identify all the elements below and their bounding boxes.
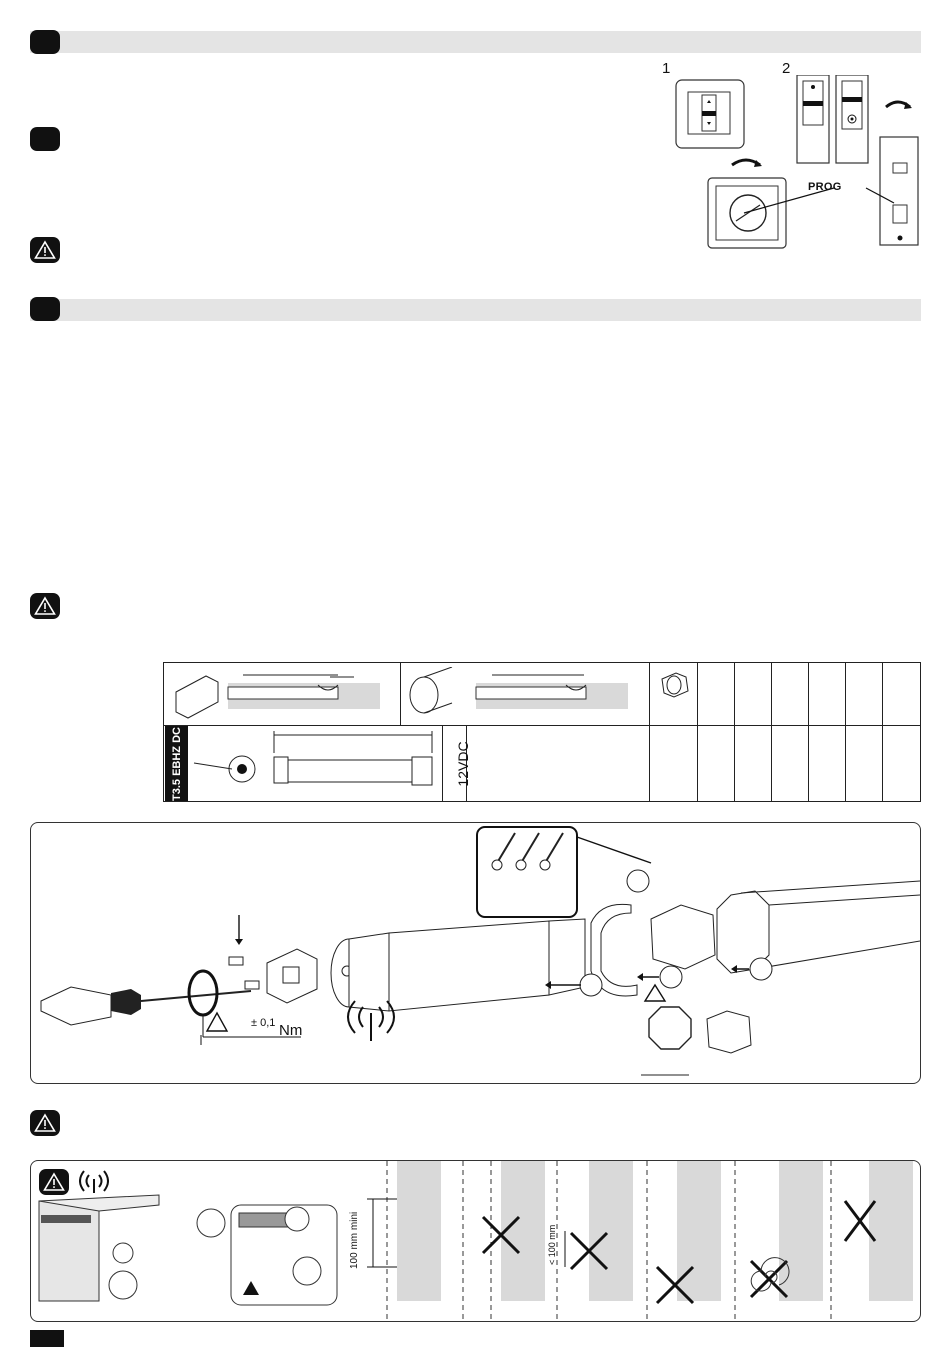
- section-header-bar-3: [30, 299, 921, 321]
- warning-badge-1: [30, 237, 60, 263]
- warning-triangle-icon: [34, 1113, 56, 1133]
- table-divider: [697, 663, 698, 801]
- figure-label-2: 2: [782, 60, 791, 77]
- octagonal-tube-drawing: [168, 667, 396, 721]
- warning-triangle-icon: [34, 240, 56, 260]
- adapter-ring-icon: [658, 669, 692, 699]
- installation-drawings: [31, 1161, 920, 1321]
- figure-label-1: 1: [662, 60, 671, 77]
- table-divider: [845, 663, 846, 801]
- section-header-bar-1: [30, 31, 921, 53]
- section-number-pill-1: [30, 30, 60, 54]
- prog-label: PROG: [808, 181, 842, 193]
- dimension-mini-label: 100 mm mini: [349, 1211, 360, 1269]
- warning-badge-2: [30, 593, 60, 619]
- table-divider: [649, 663, 650, 801]
- section-number-pill-3: [30, 297, 60, 321]
- motor-drawing: [192, 727, 442, 801]
- round-tube-drawing: [404, 667, 644, 721]
- installation-panel: [30, 1160, 921, 1322]
- table-divider: [442, 725, 443, 801]
- motor-voltage-label: 12VDC: [455, 741, 471, 787]
- table-divider: [771, 663, 772, 801]
- table-divider: [882, 663, 883, 801]
- motor-model-label: T3.5 EBHZ DC: [165, 726, 188, 801]
- motor-tube-table: [163, 662, 921, 802]
- motor-assembly-panel: [30, 822, 921, 1084]
- motor-assembly-drawing: [31, 823, 920, 1083]
- page-footer-block: [30, 1330, 64, 1347]
- remote-controls-illustration: [660, 75, 930, 250]
- warning-triangle-icon: [34, 596, 56, 616]
- torque-unit: Nm: [279, 1022, 303, 1039]
- table-divider-horizontal: [164, 725, 920, 726]
- section-number-pill-2: [30, 127, 60, 151]
- table-divider: [808, 663, 809, 801]
- table-divider: [734, 663, 735, 801]
- dimension-less-label: < 100 mm: [547, 1224, 557, 1265]
- table-divider: [400, 663, 401, 725]
- torque-value: ± 0,1: [251, 1017, 276, 1029]
- warning-badge-3: [30, 1110, 60, 1136]
